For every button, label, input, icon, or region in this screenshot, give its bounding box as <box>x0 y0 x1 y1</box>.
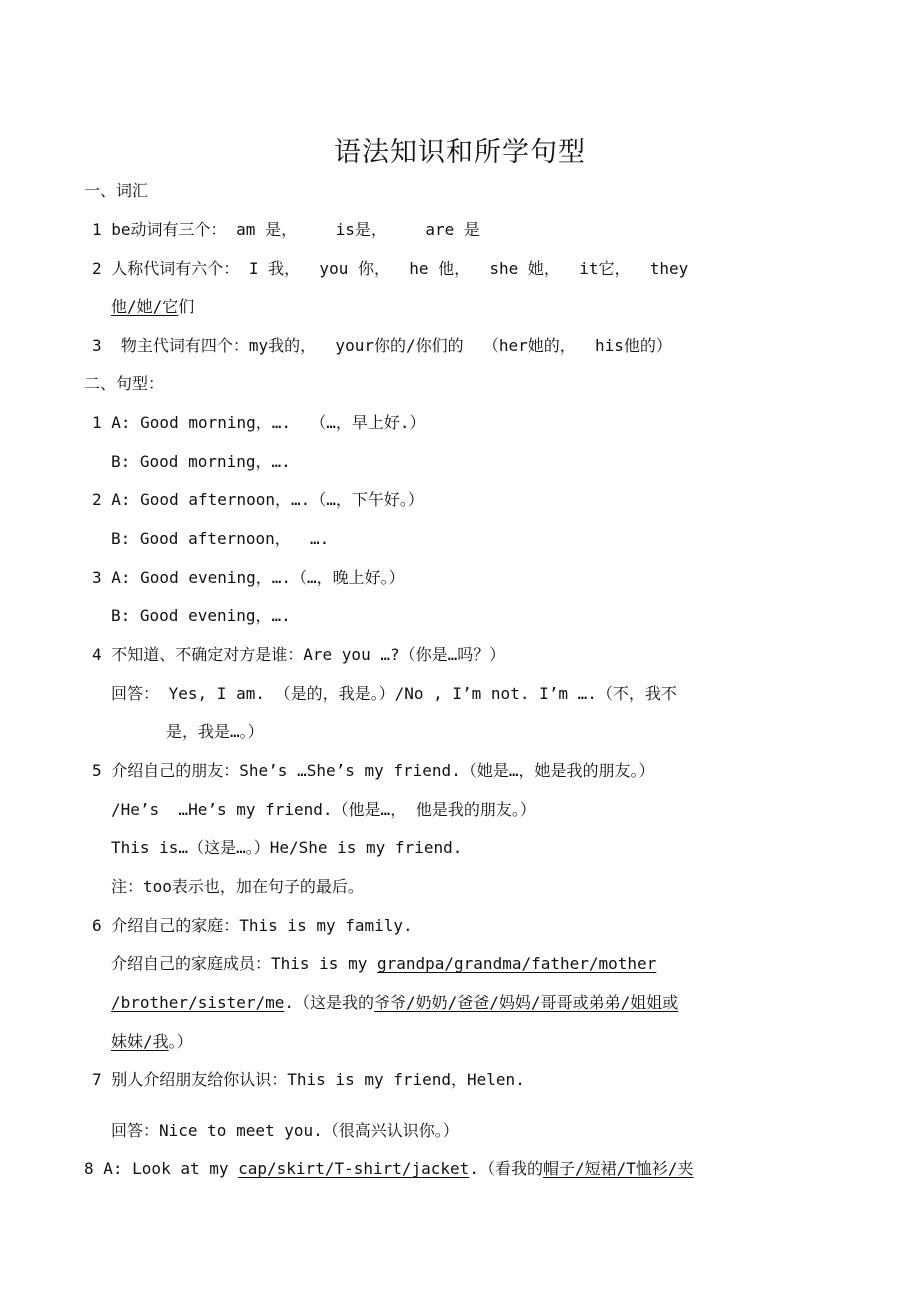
sentence-7: 7 别人介绍朋友给你认识：This is my friend，Helen. <box>92 1070 525 1089</box>
sentence-3b: B: Good evening，…. <box>111 606 291 625</box>
vocab-line-2: 2 人称代词有六个： I 我， you 你， he 他， she 她， it它， they <box>92 259 689 278</box>
text: 8 A: Look at my <box>84 1159 239 1178</box>
sentence-6-members-cont <box>111 992 678 1014</box>
sentence-5-cont: /He’s …He’s my friend.（他是…， 他是我的朋友。） <box>111 800 536 819</box>
text: .（看我的 <box>469 1159 543 1178</box>
sentence-4-reply-cont: 是，我是…。） <box>166 722 264 741</box>
underlined-text: 爷爷/奶奶/爸爸/妈妈/哥哥或弟弟/姐姐或 <box>374 993 679 1012</box>
section-heading-vocabulary: 一、词汇 <box>84 181 149 200</box>
sentence-2a: 2 A: Good afternoon，….（…，下午好。） <box>92 490 424 509</box>
sentence-4-reply: 回答： Yes, I am. （是的，我是。）/No , I’m not. I’m ….（不，我不 <box>111 684 677 703</box>
text: 。） <box>168 1032 193 1051</box>
sentence-1b: B: Good morning，…. <box>111 452 291 471</box>
sentence-3a: 3 A: Good evening，….（…，晚上好。） <box>92 568 405 587</box>
vocab-line-2-cont <box>111 296 194 318</box>
sentence-5: 5 介绍自己的朋友：She’s …She’s my friend.（她是…，她是我的朋友。） <box>92 761 655 780</box>
text: .（这是我的 <box>284 993 375 1012</box>
vocab-line-3: 3 物主代词有四个：my我的， your你的/你们的 （her她的， his他的） <box>92 336 672 355</box>
underlined-text: 帽子/短裙/T恤衫/夹 <box>542 1159 694 1178</box>
section-heading-sentences: 二、句型： <box>84 374 165 393</box>
sentence-4: 4 不知道、不确定对方是谁：Are you …?（你是…吗？） <box>92 645 506 664</box>
sentence-1a: 1 A: Good morning，…. （…，早上好.） <box>92 413 426 432</box>
sentence-8 <box>84 1158 694 1180</box>
page-title: 语法知识和所学句型 <box>334 137 586 168</box>
vocab-line-1: 1 be动词有三个： am 是， is是， are 是 <box>92 220 480 239</box>
underlined-text: 他/她/它 <box>111 297 179 316</box>
sentence-6-members <box>111 953 656 975</box>
sentence-7-reply: 回答：Nice to meet you.（很高兴认识你。） <box>111 1121 459 1140</box>
sentence-6-members-end <box>111 1031 193 1053</box>
underlined-text: 妹妹/我 <box>111 1032 169 1051</box>
underlined-text: /brother/sister/me <box>111 993 285 1012</box>
underlined-text: grandpa/grandma/father/mother <box>376 954 657 973</box>
sentence-6: 6 介绍自己的家庭：This is my family. <box>92 916 413 935</box>
sentence-2b: B: Good afternoon， …. <box>111 529 330 548</box>
sentence-5-note: 注：too表示也，加在句子的最后。 <box>111 877 364 896</box>
text: 介绍自己的家庭成员：This is my <box>111 954 377 973</box>
text: 们 <box>178 297 195 316</box>
sentence-5-this-is: This is…（这是…。）He/She is my friend. <box>111 838 463 857</box>
underlined-text: cap/skirt/T-shirt/jacket <box>238 1159 470 1178</box>
